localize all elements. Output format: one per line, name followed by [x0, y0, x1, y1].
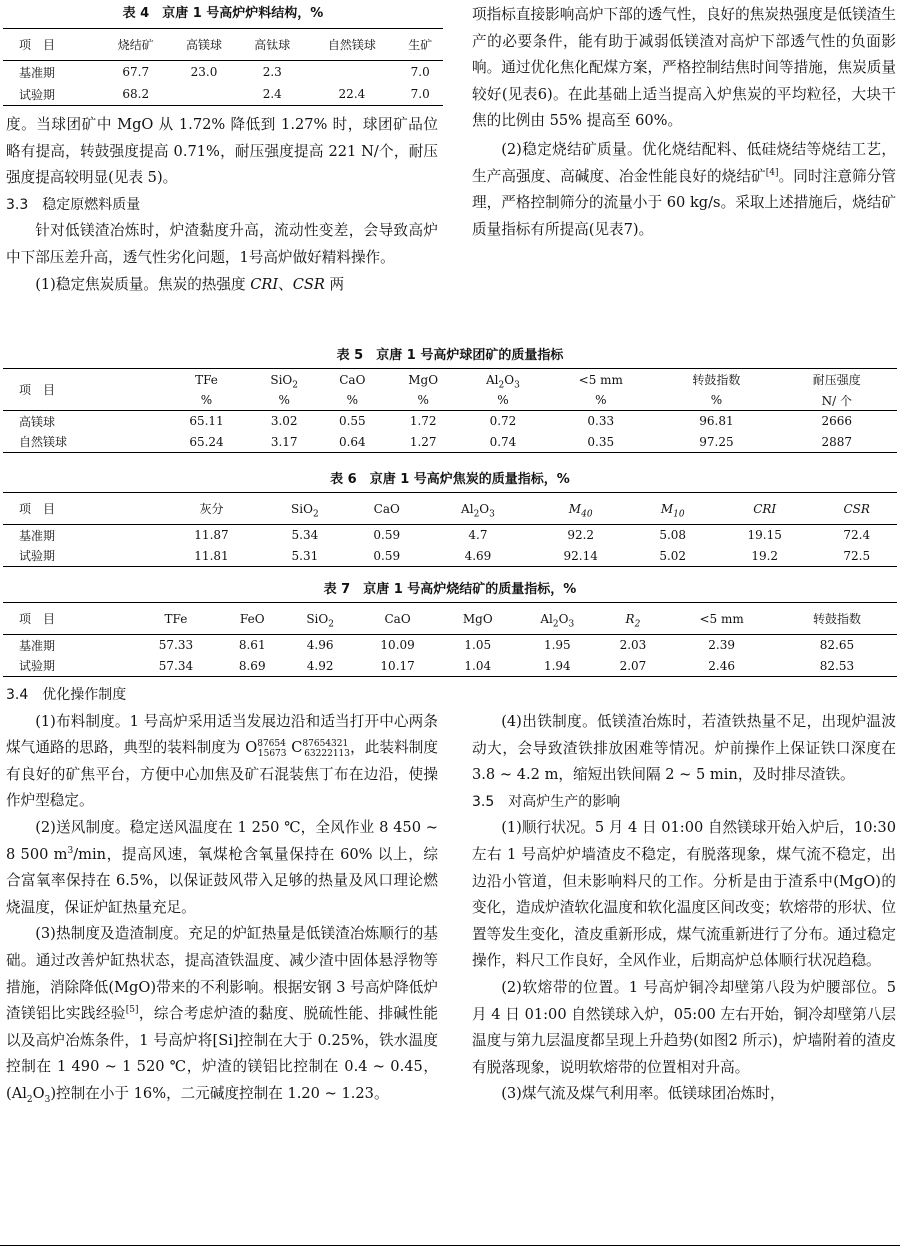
- table-header-cell: $M_{40}$: [529, 493, 633, 525]
- page-bottom-rule: [0, 1245, 900, 1246]
- table-cell: 68.2: [122, 87, 150, 102]
- left-column-bottom: [6, 682, 438, 1108]
- table4: [3, 28, 443, 106]
- paragraph: 项指标直接影响高炉下部的透气性，良好的焦炭热强度是低镁渣生产的必要条件，能有助于减弱低镁渣对高炉下部透气性的负面影响。通过优化焦化配煤方案，严格控制结焦时间等措施，焦炭质量较好(见表6)。在此基础上适当提高入炉焦炭的平均粒径，大块干焦的比例由 55% 提高至 60%。: [472, 6, 896, 130]
- table-header-cell: SiO$_2$: [286, 603, 355, 635]
- paragraph: (2)稳定烧结矿质量。优化烧结配料、低硅烧结等烧结工艺，生产高强度、高碱度、冶金性能良好的烧结矿[4]。同时注意筛分管理，严格控制筛分的流量小于 60 kg/s。采取上述措施后，烧结矿质量指标有所提高(见表7)。: [472, 140, 896, 238]
- paragraph: 针对低镁渣冶炼时，炉渣黏度升高，流动性变差，会导致高炉中下部压差升高，透气性劣化问题，1号高炉做好精料操作。: [6, 222, 438, 266]
- table-cell: 2.46: [708, 658, 735, 673]
- table-row: [3, 656, 897, 677]
- table-cell: 0.74: [489, 434, 517, 449]
- table-unit-cell: %: [545, 391, 656, 411]
- table-cell: [170, 84, 238, 106]
- table-cell: 2887: [821, 434, 853, 449]
- table-cell: 8.69: [238, 658, 266, 673]
- table-cell: 基准期: [19, 528, 56, 543]
- paragraph: (1)稳定焦炭质量。焦炭的热强度 CRI、CSR 两: [35, 275, 345, 293]
- paragraph: (4)出铁制度。低镁渣冶炼时，若渣铁热量不足，出现炉温波动大，会导致渣铁排放困难等情况。炉前操作上保证铁口深度在 3.8 ~ 4.2 m，缩短出铁间隔 2 ~ 5 min，及时排尽渣铁。: [472, 713, 896, 784]
- table-row: [3, 525, 897, 546]
- table-cell: 10.09: [380, 638, 415, 653]
- table-unit-cell: %: [319, 391, 386, 411]
- table-unit-cell: N/ 个: [777, 391, 897, 411]
- table-header-cell: $Al_2O_3$: [486, 372, 520, 391]
- table-cell: 2.4: [262, 87, 282, 102]
- table-header-row: [3, 603, 897, 635]
- right-column-bottom: [472, 709, 896, 1108]
- table-header-cell: CRI: [713, 493, 817, 525]
- table-row: [3, 61, 443, 84]
- table-cell: 72.5: [843, 548, 871, 563]
- table-header-cell: <5 mm: [666, 603, 777, 635]
- table-cell: 65.24: [189, 434, 224, 449]
- table-header-cell: CaO: [339, 372, 366, 387]
- paragraph: (3)煤气流及煤气利用率。低镁球团冶炼时，: [501, 1085, 785, 1103]
- table-cell: 19.15: [747, 528, 782, 543]
- table7: [3, 602, 897, 677]
- table-cell: 5.34: [291, 528, 319, 543]
- table-cell: 试验期: [19, 549, 56, 564]
- paragraph: (2)送风制度。稳定送风温度在 1 250 ℃，全风作业 8 450 ~ 8 500 $m^3/\min$，提高风速，氧煤枪含氧量保持在 60% 以上，综合富氧率保持在 6.5%，以保证鼓风带入足够的热量及风口理论燃烧温度，保证炉缸热量充足。: [6, 818, 438, 916]
- table6-caption: 表 6 京唐 1 号高炉焦炭的质量指标，%: [330, 472, 570, 487]
- table-header-cell: FeO: [219, 603, 286, 635]
- table-header-cell: <5 mm: [578, 372, 623, 387]
- table-header-cell: $R_2$: [600, 603, 667, 635]
- table-unit-cell: %: [250, 391, 319, 411]
- table-cell: 5.08: [659, 528, 687, 543]
- section-heading-3-4: 3.4 优化操作制度: [6, 687, 127, 703]
- table-cell: 7.0: [410, 87, 430, 102]
- table-row: [3, 635, 897, 656]
- table-cell: 1.94: [543, 658, 571, 673]
- paragraph: 度。当球团矿中 MgO 从 1.72% 降低到 1.27% 时，球团矿品位略有提高，转鼓强度提高 0.71%，耐压强度提高 221 N/个，耐压强度提高较明显(见表 5)。: [6, 116, 438, 187]
- table-cell: 0.33: [587, 414, 615, 429]
- table-cell: 2.3: [262, 65, 282, 80]
- table-cell: 3.02: [270, 414, 298, 429]
- table-cell: 10.17: [380, 658, 415, 673]
- table-header-cell: 项 目: [3, 369, 163, 411]
- table-header-cell: 转鼓指数: [692, 373, 741, 388]
- table-cell: 1.05: [464, 638, 492, 653]
- table-header-cell: 项 目: [3, 603, 133, 635]
- table-cell: 8.61: [238, 638, 266, 653]
- table-header-cell: 自然镁球: [306, 29, 397, 61]
- table-cell: 4.96: [306, 638, 334, 653]
- table-header-cell: $Al_2O_3$: [427, 493, 529, 525]
- table-row: [3, 84, 443, 106]
- table-cell: 1.95: [543, 638, 571, 653]
- table-row: [3, 411, 897, 432]
- table-header-cell: 项 目: [3, 29, 102, 61]
- table-cell: 高镁球: [19, 414, 56, 429]
- table-header-cell: 项 目: [3, 493, 160, 525]
- table-unit-cell: %: [461, 391, 546, 411]
- table-cell: 4.7: [468, 528, 488, 543]
- table-cell: 23.0: [190, 65, 218, 80]
- left-column-top: [6, 112, 438, 298]
- table-cell: 22.4: [338, 87, 366, 102]
- table6: [3, 492, 897, 567]
- table-cell: 4.92: [306, 658, 334, 673]
- table-cell: 2.07: [619, 658, 647, 673]
- table-cell: 0.59: [373, 548, 401, 563]
- table-header-cell: SiO$_2$: [270, 372, 299, 391]
- table-cell: 72.4: [843, 528, 871, 543]
- table-cell: 0.35: [587, 434, 615, 449]
- paragraph: (1)顺行状况。5 月 4 日 01:00 自然镁球开始入炉后，10:30 左右 1 号高炉炉墙渣皮不稳定，有脱落现象，煤气流不稳定，出边沿小管道，但未影响料尺的工作。分析是由于渣系中(MgO)的变化，造成炉渣软化温度和软化温度区间改变；软熔带的形状、位置等发生变化，渣皮重新形成，煤气流重新进行了分布。通过稳定操作，料尺工作良好，全风作业，后期高炉总体顺行状况趋稳。: [472, 819, 896, 970]
- right-column-top: [472, 2, 896, 243]
- table-cell: 2.03: [619, 638, 647, 653]
- table-header-cell: 高钛球: [238, 29, 306, 61]
- table-cell: 57.33: [158, 638, 194, 653]
- table-header-cell: CaO: [347, 493, 428, 525]
- table-cell: 19.2: [751, 548, 779, 563]
- table-cell: 1.27: [409, 434, 437, 449]
- table-header-row: [3, 493, 897, 525]
- table-header-cell: 灰分: [160, 493, 264, 525]
- table-header-cell: 耐压强度: [812, 373, 861, 388]
- table-header-cell: MgO: [408, 372, 439, 387]
- table-cell: 96.81: [699, 414, 734, 429]
- table-header-cell: 烧结矿: [102, 29, 170, 61]
- table-header-cell: CaO: [355, 603, 441, 635]
- table-cell: 试验期: [19, 659, 56, 674]
- table4-caption: 表 4 京唐 1 号高炉炉料结构，%: [122, 6, 324, 21]
- table-cell: 11.81: [194, 548, 229, 563]
- table-cell: 0.72: [489, 414, 517, 429]
- table-cell: 5.02: [659, 548, 687, 563]
- table-cell: 3.17: [270, 434, 298, 449]
- table-cell: 1.72: [409, 414, 437, 429]
- table-cell: 92.2: [567, 528, 595, 543]
- table-cell: 97.25: [699, 434, 734, 449]
- table-cell: 0.55: [338, 414, 366, 429]
- table-header-cell: TFe: [195, 372, 218, 387]
- table-header-cell: CSR: [816, 493, 897, 525]
- table-header-cell: 高镁球: [170, 29, 238, 61]
- table-cell: 65.11: [189, 414, 224, 429]
- table-unit-cell: %: [163, 391, 249, 411]
- table-cell: 1.04: [464, 658, 492, 673]
- table-header-cell: $Al_2O_3$: [515, 603, 600, 635]
- table5-caption: 表 5 京唐 1 号高炉球团矿的质量指标: [336, 348, 564, 363]
- table-cell: 基准期: [19, 65, 56, 80]
- section-heading-3-5: 3.5 对高炉生产的影响: [472, 793, 621, 810]
- table-cell: 57.34: [158, 658, 194, 673]
- table-header-cell: SiO$_2$: [263, 493, 346, 525]
- table-cell: 5.31: [291, 548, 319, 563]
- table-cell: 0.59: [373, 528, 401, 543]
- table-cell: [306, 61, 397, 84]
- table-cell: 7.0: [410, 65, 430, 80]
- table5: [3, 368, 897, 453]
- table-row: [3, 546, 897, 567]
- table-row: [3, 432, 897, 453]
- table-cell: 67.7: [122, 65, 150, 80]
- table-header-row: [3, 369, 897, 391]
- table-header-cell: 生矿: [397, 29, 443, 61]
- table-cell: 4.69: [464, 548, 492, 563]
- table-header-cell: $M_{10}$: [632, 493, 713, 525]
- table-cell: 2.39: [708, 638, 735, 653]
- table-cell: 试验期: [19, 87, 56, 102]
- table-cell: 11.87: [194, 528, 229, 543]
- table-header-row: [3, 29, 443, 61]
- paragraph: (3)热制度及造渣制度。充足的炉缸热量是低镁渣冶炼顺行的基础。通过改善炉缸热状态，提高渣铁温度、减少渣中固体悬浮物等措施，消除降低(MgO)带来的不利影响。根据安钢 3 号高炉降低炉渣镁铝比实践经验[5]，综合考虑炉渣的黏度、脱硫性能、排碱性能以及高炉冶炼条件，1 号高炉将[Si]控制在大于 0.25%，铁水温度控制在 1 490 ~ 1 520 ℃，炉渣的镁铝比控制在 0.4 ~ 0.45，$(Al_2O_3)$控制在小于 16%，二元碱度控制在 1.20 ~ 1.23。: [6, 925, 438, 1105]
- table-cell: 82.53: [819, 658, 855, 673]
- table-header-cell: TFe: [133, 603, 219, 635]
- table-cell: 2666: [821, 414, 853, 429]
- table-cell: 92.14: [563, 548, 598, 563]
- table-unit-cell: %: [656, 391, 776, 411]
- table-header-cell: 转鼓指数: [777, 603, 897, 635]
- paragraph: (2)软熔带的位置。1 号高炉铜冷却壁第八段为炉腰部位。5 月 4 日 01:00 自然镁球入炉，05:00 左右开始，铜冷却壁第八层温度与第九层温度都呈现上升趋势(如图2 所示)，炉墙附着的渣皮有脱落现象，说明软熔带的位置相对升高。: [472, 978, 896, 1076]
- table7-caption: 表 7 京唐 1 号高炉烧结矿的质量指标，%: [323, 582, 577, 597]
- table-header-cell: MgO: [441, 603, 516, 635]
- table-cell: 0.64: [338, 434, 366, 449]
- table-cell: 自然镁球: [19, 435, 68, 450]
- table-unit-cell: %: [386, 391, 461, 411]
- section-heading-3-3: 3.3 稳定原燃料质量: [6, 196, 141, 213]
- table-cell: 82.65: [819, 638, 855, 653]
- table-cell: 基准期: [19, 638, 56, 653]
- paragraph: (1)布料制度。1 号高炉采用适当发展边沿和适当打开中心两条煤气通路的思路，典型的装料制度为 $O^{87654}_{15673}$ $C^{87654321}_{63222113}$，此装料制度有良好的矿焦平台，方便中心加焦及矿石混装焦丁布在边沿，使操作炉型稳定。: [6, 712, 438, 810]
